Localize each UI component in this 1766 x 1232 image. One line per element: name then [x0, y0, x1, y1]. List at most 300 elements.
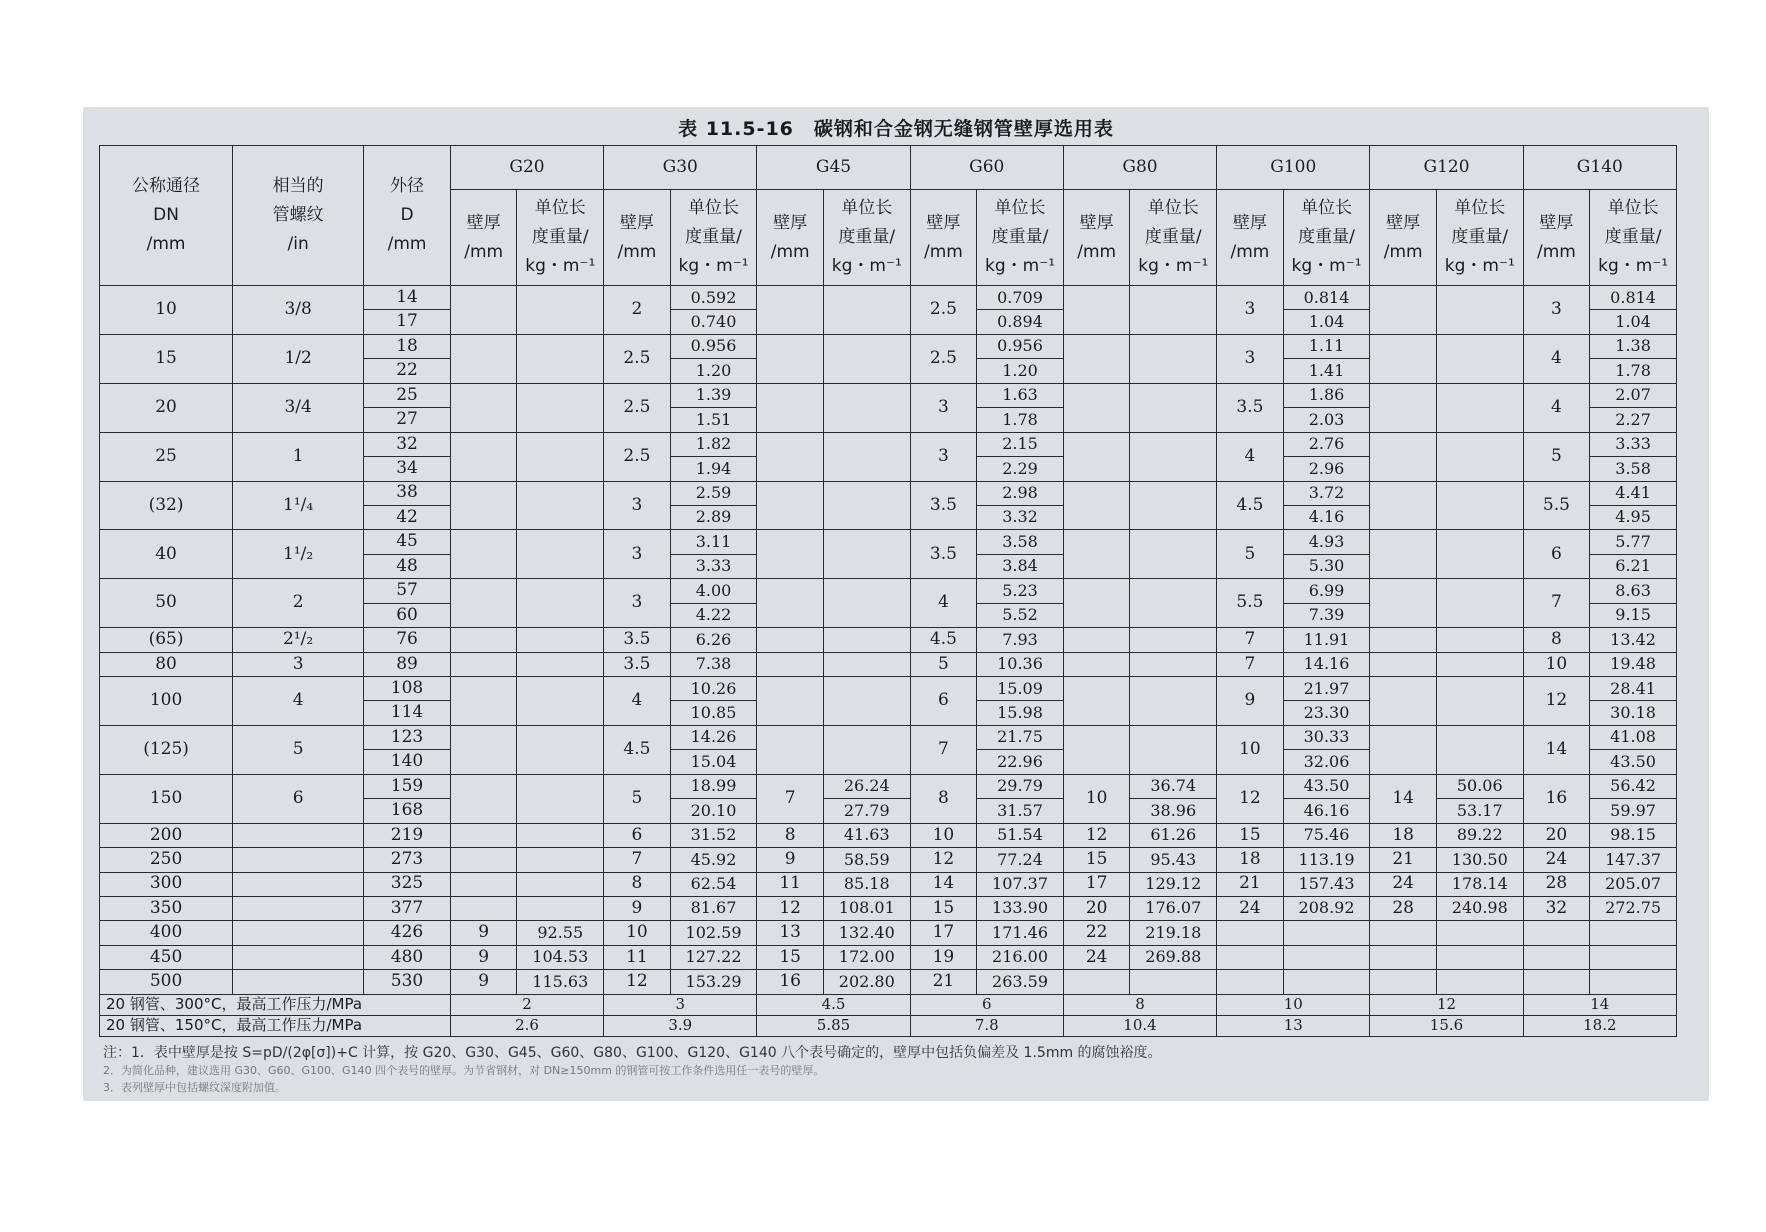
cell-weight-g140: 98.15 [1590, 823, 1677, 847]
cell-wall-g20 [450, 481, 517, 530]
cell-weight-g60: 2.15 [977, 432, 1064, 456]
cell-weight-g20 [517, 872, 604, 896]
header-weight-g80 [1130, 190, 1217, 286]
cell-weight-g120: 178.14 [1436, 872, 1523, 896]
cell-wall-g45 [757, 530, 824, 579]
cell-weight-g45 [823, 432, 910, 481]
cell-weight-g20 [517, 823, 604, 847]
cell-od: 22 [364, 359, 451, 383]
cell-weight-g20 [517, 774, 604, 823]
cell-weight-g140: 13.42 [1590, 628, 1677, 652]
header-weight-line: kg・m⁻¹ [1598, 255, 1669, 276]
cell-thread: 1¹/₄ [233, 481, 364, 530]
cell-wall-g20 [450, 725, 517, 774]
cell-wall-g100: 12 [1217, 774, 1284, 823]
cell-wall-g80: 22 [1063, 921, 1130, 945]
cell-weight-g80: 95.43 [1130, 848, 1217, 872]
cell-weight-g140: 28.41 [1590, 677, 1677, 701]
cell-weight-g30: 127.22 [670, 945, 757, 969]
cell-weight-g60: 0.709 [977, 286, 1064, 310]
header-weight-line: 单位长 [994, 198, 1046, 219]
header-wall-line: 壁厚 [773, 212, 808, 233]
cell-wall-g120: 24 [1370, 872, 1437, 896]
cell-wall-g140: 5.5 [1523, 481, 1590, 530]
cell-weight-g45: 26.24 [823, 774, 910, 798]
header-thread-line: /in [287, 233, 309, 254]
cell-wall-g20: 9 [450, 945, 517, 969]
cell-weight-g140: 205.07 [1590, 872, 1677, 896]
cell-weight-g60: 263.59 [977, 970, 1064, 994]
cell-wall-g80 [1063, 432, 1130, 481]
cell-weight-g120 [1436, 481, 1523, 530]
cell-weight-g120: 240.98 [1436, 896, 1523, 920]
cell-weight-g60: 77.24 [977, 848, 1064, 872]
cell-dn: 20 [100, 383, 233, 432]
cell-wall-g60: 21 [910, 970, 977, 994]
cell-wall-g80 [1063, 970, 1130, 994]
header-weight-line: kg・m⁻¹ [985, 255, 1056, 276]
cell-wall-g30: 2.5 [604, 383, 671, 432]
pressure-value-g140: 14 [1523, 994, 1676, 1015]
cell-weight-g20: 92.55 [517, 921, 604, 945]
cell-wall-g140: 4 [1523, 383, 1590, 432]
cell-weight-g80 [1130, 725, 1217, 774]
cell-od: 480 [364, 945, 451, 969]
cell-weight-g80: 269.88 [1130, 945, 1217, 969]
cell-od: 38 [364, 481, 451, 505]
cell-thread [233, 848, 364, 872]
cell-weight-g140: 272.75 [1590, 896, 1677, 920]
header-series-g80: G80 [1063, 146, 1216, 190]
cell-wall-g140: 8 [1523, 628, 1590, 652]
cell-weight-g120: 130.50 [1436, 848, 1523, 872]
header-wall-line: 壁厚 [466, 212, 501, 233]
cell-weight-g140: 43.50 [1590, 750, 1677, 774]
cell-wall-g30: 10 [604, 921, 671, 945]
cell-wall-g30: 3 [604, 481, 671, 530]
cell-dn: 500 [100, 970, 233, 994]
header-wall-line: 壁厚 [1232, 212, 1267, 233]
cell-weight-g20 [517, 481, 604, 530]
cell-wall-g100 [1217, 921, 1284, 945]
cell-od: 25 [364, 383, 451, 407]
cell-weight-g100: 113.19 [1283, 848, 1370, 872]
cell-od: 27 [364, 408, 451, 432]
cell-wall-g120 [1370, 652, 1437, 676]
cell-weight-g20: 115.63 [517, 970, 604, 994]
cell-od: 325 [364, 872, 451, 896]
cell-weight-g120 [1436, 530, 1523, 579]
cell-thread: 6 [233, 774, 364, 823]
cell-wall-g30: 3.5 [604, 628, 671, 652]
cell-dn: 80 [100, 652, 233, 676]
cell-wall-g45 [757, 481, 824, 530]
cell-weight-g60: 1.78 [977, 408, 1064, 432]
cell-wall-g120 [1370, 921, 1437, 945]
cell-wall-g120: 28 [1370, 896, 1437, 920]
cell-wall-g30: 2.5 [604, 432, 671, 481]
header-weight-line: 单位长 [1301, 198, 1353, 219]
cell-wall-g20 [450, 848, 517, 872]
cell-wall-g60: 4.5 [910, 628, 977, 652]
cell-wall-g120 [1370, 334, 1437, 383]
table-row [100, 848, 1677, 872]
header-weight-line: kg・m⁻¹ [1291, 255, 1362, 276]
scanned-page [83, 107, 1709, 1101]
cell-weight-g80 [1130, 652, 1217, 676]
cell-wall-g20 [450, 628, 517, 652]
header-weight-g60 [977, 190, 1064, 286]
cell-thread: 3 [233, 652, 364, 676]
cell-weight-g100: 46.16 [1283, 799, 1370, 823]
cell-wall-g30: 2.5 [604, 334, 671, 383]
cell-weight-g120 [1436, 286, 1523, 335]
cell-wall-g60: 12 [910, 848, 977, 872]
cell-weight-g140: 1.38 [1590, 334, 1677, 358]
cell-weight-g100 [1283, 921, 1370, 945]
header-series-g45: G45 [757, 146, 910, 190]
cell-weight-g100: 30.33 [1283, 725, 1370, 749]
cell-dn: 40 [100, 530, 233, 579]
pressure-label: 20 钢管、150°C，最高工作压力/MPa [100, 1015, 451, 1036]
cell-weight-g140: 56.42 [1590, 774, 1677, 798]
cell-wall-g20 [450, 823, 517, 847]
cell-dn: 300 [100, 872, 233, 896]
cell-weight-g100: 3.72 [1283, 481, 1370, 505]
header-wall-g30 [604, 190, 671, 286]
cell-wall-g20 [450, 530, 517, 579]
cell-wall-g60: 6 [910, 677, 977, 726]
cell-wall-g20 [450, 774, 517, 823]
header-wall-line: 壁厚 [1386, 212, 1421, 233]
cell-wall-g60: 3 [910, 383, 977, 432]
cell-thread [233, 970, 364, 994]
cell-wall-g140 [1523, 921, 1590, 945]
cell-wall-g45 [757, 383, 824, 432]
cell-weight-g80 [1130, 334, 1217, 383]
cell-od: 123 [364, 725, 451, 749]
cell-wall-g20 [450, 652, 517, 676]
cell-wall-g140 [1523, 970, 1590, 994]
cell-wall-g30: 7 [604, 848, 671, 872]
pressure-value-g30: 3.9 [604, 1015, 757, 1036]
cell-weight-g60: 2.98 [977, 481, 1064, 505]
cell-weight-g60: 2.29 [977, 457, 1064, 481]
header-wall-g80 [1063, 190, 1130, 286]
cell-weight-g60: 3.84 [977, 554, 1064, 578]
table-row [100, 334, 1677, 358]
cell-dn: (65) [100, 628, 233, 652]
cell-weight-g30: 20.10 [670, 799, 757, 823]
cell-weight-g100: 2.76 [1283, 432, 1370, 456]
table-row [100, 896, 1677, 920]
cell-wall-g120 [1370, 383, 1437, 432]
header-dn-line: 公称通径 [132, 176, 201, 197]
cell-weight-g100: 11.91 [1283, 628, 1370, 652]
cell-weight-g120 [1436, 970, 1523, 994]
header-dn [100, 146, 233, 286]
table-row [100, 945, 1677, 969]
cell-weight-g30: 153.29 [670, 970, 757, 994]
cell-weight-g80 [1130, 677, 1217, 726]
header-wall-line: /mm [770, 241, 810, 262]
pressure-value-g30: 3 [604, 994, 757, 1015]
cell-wall-g80 [1063, 286, 1130, 335]
cell-wall-g20 [450, 383, 517, 432]
cell-weight-g100: 157.43 [1283, 872, 1370, 896]
table-title: 表 11.5-16 碳钢和合金钢无缝钢管壁厚选用表 [678, 118, 1114, 140]
header-series-g140: G140 [1523, 146, 1676, 190]
cell-od: 377 [364, 896, 451, 920]
cell-wall-g60: 8 [910, 774, 977, 823]
cell-wall-g45 [757, 579, 824, 628]
cell-weight-g80: 129.12 [1130, 872, 1217, 896]
cell-wall-g45: 7 [757, 774, 824, 823]
cell-od: 45 [364, 530, 451, 554]
cell-wall-g140: 6 [1523, 530, 1590, 579]
cell-wall-g20 [450, 432, 517, 481]
pressure-value-g20: 2 [450, 994, 603, 1015]
cell-weight-g140: 4.95 [1590, 505, 1677, 529]
cell-weight-g140 [1590, 970, 1677, 994]
cell-weight-g100: 23.30 [1283, 701, 1370, 725]
cell-wall-g140: 14 [1523, 725, 1590, 774]
header-weight-line: kg・m⁻¹ [831, 255, 902, 276]
cell-dn: 25 [100, 432, 233, 481]
cell-weight-g120 [1436, 725, 1523, 774]
cell-wall-g45 [757, 286, 824, 335]
cell-dn: 100 [100, 677, 233, 726]
cell-wall-g45: 16 [757, 970, 824, 994]
cell-thread [233, 921, 364, 945]
cell-wall-g30: 3 [604, 579, 671, 628]
cell-weight-g60: 5.52 [977, 603, 1064, 627]
cell-wall-g20: 9 [450, 921, 517, 945]
cell-wall-g140: 32 [1523, 896, 1590, 920]
cell-wall-g100: 5 [1217, 530, 1284, 579]
wall-thickness-table [99, 145, 1677, 1037]
cell-wall-g120 [1370, 970, 1437, 994]
cell-weight-g45 [823, 725, 910, 774]
cell-weight-g140: 147.37 [1590, 848, 1677, 872]
cell-wall-g100: 7 [1217, 652, 1284, 676]
cell-weight-g140: 19.48 [1590, 652, 1677, 676]
header-wall-g120 [1370, 190, 1437, 286]
cell-wall-g100: 21 [1217, 872, 1284, 896]
cell-weight-g30: 18.99 [670, 774, 757, 798]
cell-wall-g140: 16 [1523, 774, 1590, 823]
cell-weight-g30: 62.54 [670, 872, 757, 896]
cell-weight-g80 [1130, 628, 1217, 652]
cell-weight-g100: 14.16 [1283, 652, 1370, 676]
cell-wall-g80 [1063, 530, 1130, 579]
cell-weight-g140: 1.04 [1590, 310, 1677, 334]
cell-weight-g30: 6.26 [670, 628, 757, 652]
cell-weight-g60: 1.20 [977, 359, 1064, 383]
cell-od: 34 [364, 457, 451, 481]
cell-weight-g30: 2.89 [670, 505, 757, 529]
cell-weight-g80 [1130, 286, 1217, 335]
cell-weight-g60: 29.79 [977, 774, 1064, 798]
cell-weight-g20 [517, 848, 604, 872]
cell-wall-g45: 15 [757, 945, 824, 969]
pressure-value-g120: 12 [1370, 994, 1523, 1015]
header-weight-line: kg・m⁻¹ [678, 255, 749, 276]
cell-weight-g60: 171.46 [977, 921, 1064, 945]
cell-wall-g45: 9 [757, 848, 824, 872]
cell-weight-g20 [517, 286, 604, 335]
cell-weight-g45 [823, 334, 910, 383]
cell-weight-g140: 3.58 [1590, 457, 1677, 481]
cell-weight-g30: 1.39 [670, 383, 757, 407]
table-row [100, 872, 1677, 896]
cell-wall-g80: 15 [1063, 848, 1130, 872]
cell-weight-g100 [1283, 945, 1370, 969]
cell-wall-g80 [1063, 481, 1130, 530]
cell-wall-g20 [450, 896, 517, 920]
cell-wall-g140: 24 [1523, 848, 1590, 872]
cell-wall-g60: 15 [910, 896, 977, 920]
cell-wall-g100: 15 [1217, 823, 1284, 847]
header-wall-line: /mm [1230, 241, 1270, 262]
header-thread-line: 管螺纹 [272, 205, 324, 226]
header-weight-line: 单位长 [1147, 198, 1199, 219]
cell-weight-g120 [1436, 334, 1523, 383]
cell-wall-g80: 12 [1063, 823, 1130, 847]
table-row [100, 579, 1677, 603]
cell-wall-g45 [757, 677, 824, 726]
header-weight-line: 度重量/ [1451, 227, 1509, 248]
cell-thread [233, 945, 364, 969]
cell-wall-g60: 4 [910, 579, 977, 628]
cell-dn: 15 [100, 334, 233, 383]
header-series-g20: G20 [450, 146, 603, 190]
cell-od: 114 [364, 701, 451, 725]
cell-weight-g140: 0.814 [1590, 286, 1677, 310]
cell-thread: 1 [233, 432, 364, 481]
cell-weight-g20 [517, 530, 604, 579]
cell-weight-g20 [517, 677, 604, 726]
cell-weight-g30: 1.94 [670, 457, 757, 481]
cell-wall-g30: 8 [604, 872, 671, 896]
table-row [100, 725, 1677, 749]
cell-wall-g120: 14 [1370, 774, 1437, 823]
cell-wall-g80 [1063, 725, 1130, 774]
cell-wall-g80 [1063, 334, 1130, 383]
cell-wall-g140: 7 [1523, 579, 1590, 628]
cell-dn: 10 [100, 286, 233, 335]
cell-weight-g30: 102.59 [670, 921, 757, 945]
cell-wall-g45 [757, 628, 824, 652]
cell-weight-g45: 202.80 [823, 970, 910, 994]
header-od-line: D [400, 205, 414, 226]
cell-weight-g140 [1590, 921, 1677, 945]
cell-weight-g60: 3.32 [977, 505, 1064, 529]
header-wall-line: /mm [923, 241, 963, 262]
header-wall-line: /mm [1077, 241, 1117, 262]
cell-od: 530 [364, 970, 451, 994]
cell-weight-g140: 59.97 [1590, 799, 1677, 823]
cell-weight-g60: 3.58 [977, 530, 1064, 554]
cell-weight-g60: 15.09 [977, 677, 1064, 701]
header-weight-line: kg・m⁻¹ [525, 255, 596, 276]
cell-thread: 2 [233, 579, 364, 628]
cell-wall-g80: 20 [1063, 896, 1130, 920]
cell-weight-g30: 31.52 [670, 823, 757, 847]
header-wall-line: 壁厚 [619, 212, 654, 233]
header-weight-line: 单位长 [534, 198, 586, 219]
cell-weight-g100: 1.11 [1283, 334, 1370, 358]
table-row [100, 286, 1677, 310]
cell-weight-g45 [823, 652, 910, 676]
cell-weight-g140: 1.78 [1590, 359, 1677, 383]
cell-weight-g30: 15.04 [670, 750, 757, 774]
cell-wall-g120 [1370, 945, 1437, 969]
cell-thread: 5 [233, 725, 364, 774]
header-thread-line: 相当的 [272, 176, 324, 197]
header-dn-line: DN [153, 205, 179, 226]
pressure-value-g20: 2.6 [450, 1015, 603, 1036]
cell-wall-g20 [450, 677, 517, 726]
cell-wall-g60: 3 [910, 432, 977, 481]
cell-od: 32 [364, 432, 451, 456]
header-wall-line: 壁厚 [1539, 212, 1574, 233]
cell-weight-g140: 6.21 [1590, 554, 1677, 578]
cell-weight-g140: 9.15 [1590, 603, 1677, 627]
cell-weight-g140: 41.08 [1590, 725, 1677, 749]
header-od [364, 146, 451, 286]
cell-weight-g100: 7.39 [1283, 603, 1370, 627]
cell-thread: 1/2 [233, 334, 364, 383]
cell-weight-g80 [1130, 579, 1217, 628]
cell-wall-g100: 9 [1217, 677, 1284, 726]
cell-weight-g45: 27.79 [823, 799, 910, 823]
header-weight-line: kg・m⁻¹ [1138, 255, 1209, 276]
cell-od: 159 [364, 774, 451, 798]
cell-weight-g45 [823, 286, 910, 335]
cell-wall-g60: 2.5 [910, 286, 977, 335]
cell-dn: 50 [100, 579, 233, 628]
cell-od: 57 [364, 579, 451, 603]
cell-wall-g100: 7 [1217, 628, 1284, 652]
cell-wall-g140: 4 [1523, 334, 1590, 383]
cell-weight-g60: 1.63 [977, 383, 1064, 407]
cell-weight-g45: 41.63 [823, 823, 910, 847]
cell-thread [233, 896, 364, 920]
cell-thread [233, 823, 364, 847]
cell-od: 14 [364, 286, 451, 310]
cell-weight-g120: 89.22 [1436, 823, 1523, 847]
cell-wall-g30: 11 [604, 945, 671, 969]
cell-weight-g30: 3.11 [670, 530, 757, 554]
table-row [100, 383, 1677, 407]
note-2: 2．为简化品种，建议选用 G30、G60、G100、G140 四个表号的壁厚。为节省钢材，对 DN≥150mm 的钢管可按工作条件选用任一表号的壁厚。 [103, 1064, 825, 1077]
cell-weight-g100: 1.86 [1283, 383, 1370, 407]
cell-weight-g120 [1436, 677, 1523, 726]
cell-thread: 3/4 [233, 383, 364, 432]
header-weight-line: 度重量/ [1604, 227, 1662, 248]
cell-wall-g140 [1523, 945, 1590, 969]
table-row [100, 823, 1677, 847]
cell-weight-g20 [517, 896, 604, 920]
cell-dn: 350 [100, 896, 233, 920]
cell-weight-g45: 172.00 [823, 945, 910, 969]
cell-weight-g80 [1130, 481, 1217, 530]
pressure-value-g120: 15.6 [1370, 1015, 1523, 1036]
cell-weight-g60: 10.36 [977, 652, 1064, 676]
cell-weight-g100: 43.50 [1283, 774, 1370, 798]
cell-weight-g30: 1.51 [670, 408, 757, 432]
